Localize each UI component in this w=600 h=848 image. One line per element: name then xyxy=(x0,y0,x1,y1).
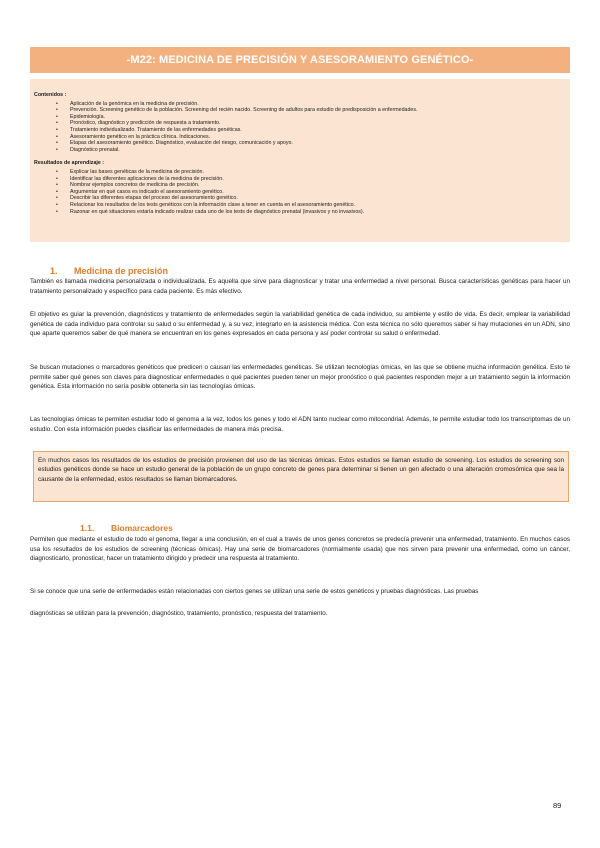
results-item: • Razonar en qué situaciones estaría indicado realizar cada uno de los tests de diagnóstico prenatal (invasivos y no invasivos). xyxy=(34,209,564,216)
highlight-box xyxy=(33,451,569,502)
contents-item: • Epidemiología. xyxy=(34,114,564,121)
contents-item: • Prevención. Screening genético de la población. Screening del recién nacido. Screening de adultos para estudio de predisposición a enfermedades. xyxy=(34,107,564,114)
chapter-title-band xyxy=(30,47,570,73)
contents-item: • Aplicación de la genómica en la medicina de precisión. xyxy=(34,101,564,108)
results-item: • Describir las diferentes etapas del proceso del asesoramiento genético. xyxy=(34,195,564,202)
results-item: • Argumentar en qué casos es indicado el asesoramiento genético. xyxy=(34,189,564,196)
results-item: • Relacionar los resultados de los tests genéticos con la información clave a tener en cuenta en el asesoramiento genético. xyxy=(34,202,564,209)
results-item: • Nombrar ejemplos concretos de medicina de precisión. xyxy=(34,182,564,189)
paragraph: El objetivo es guiar la prevención, diagnósticos y tratamiento de enfermedades según la variabilidad genética de cada individuo, su ambiente y estilo de vida. Es decir, emplear la variabilidad genética de cada individuo para controlar su salud o su enfermedad y, a su vez, integrarlo en la asistencia médica. Con esta técnica no sólo queremos saber si hay mutaciones en un ADN, sino que aparte queremos saber de qué manera se encuentran en los genes expresados en cada persona y así poder controlar su salud o enfermedad. xyxy=(30,311,570,338)
subsection-number: 1.1. xyxy=(80,523,95,533)
results-list xyxy=(34,169,564,215)
results-item: • Explicar las bases genéticas de la medicina de precisión. xyxy=(34,169,564,176)
subsection-title: Biomarcadores xyxy=(111,523,173,533)
paragraph: Las tecnologías ómicas te permiten estudiar todo el genoma a la vez, todos los genes y todo el ADN tanto nuclear como mitocondrial. Además, te permite estudiar todo los transcriptomas de un estudio. Con esta información puedes clasificar las enfermedades de manera más precisa. xyxy=(30,416,570,433)
contents-item: • Etapas del asesoramiento genético. Diagnóstico, evaluación del riesgo, comunicación y apoyo. xyxy=(34,140,564,147)
contents-item: • Diagnóstico prenatal. xyxy=(34,147,564,154)
section-number: 1. xyxy=(50,266,58,276)
contents-item: • Asesoramiento genético en la práctica clínica. Indicaciones. xyxy=(34,134,564,141)
page-number: 89 xyxy=(553,801,562,810)
subsection-heading xyxy=(80,523,173,533)
paragraph: Se buscan mutaciones o marcadores genéticos que predicen o causan las enfermedades genéticas. Se utilizan tecnologías ómicas, en las que se obtiene mucha información genética. Esto te permite saber qué genes son claves para diagnosticar enfermedades o qué pacientes pueden tener un mejor pronóstico o qué pacientes responden mejor a un tratamiento según la información genética. Esta información no sería posible obtenerla sin las tecnologías ómicas. xyxy=(30,364,570,391)
contents-item: • Pronóstico, diagnóstico y predicción de respuesta a tratamiento. xyxy=(34,120,564,127)
paragraph: También es llamada medicina personalizada o individualizada. Es aquella que sirve para diagnosticar y tratar una enfermedad a nivel personal. Busca características genéticas para hacer un tratamiento personalizado y específico para cada paciente. Es más efectivo. xyxy=(30,278,570,295)
chapter-title: -M22: MEDICINA DE PRECISIÓN Y ASESORAMIENTO GENÉTICO- xyxy=(126,54,474,66)
section-title: Medicina de precisión xyxy=(74,266,169,276)
section-heading xyxy=(50,266,168,276)
contents-title: Contenidos : xyxy=(34,92,67,98)
paragraph: diagnósticas se utilizan para la prevención, diagnóstico, tratamiento, pronóstico, respuesta del tratamiento. xyxy=(30,610,328,617)
contents-list xyxy=(34,101,564,154)
contents-item: • Tratamiento individualizado. Tratamiento de las enfermedades genéticas. xyxy=(34,127,564,134)
results-title: Resultados de aprendizaje : xyxy=(34,160,105,167)
paragraph: Si se conoce que una serie de enfermedades están relacionadas con ciertos genes se utilizan una serie de estos genéticos y pruebas diagnósticas. Las pruebas xyxy=(30,588,479,595)
highlight-text: En muchos casos los resultados de los estudios de precisión provienen del uso de las técnicas ómicas. Estos estudios se llaman estudio de screening. Los estudios de screening son estudios genéticos donde se hace un estudio general de la población de un grupo concreto de genes para determinar si tienen un gen afectado o una alteración cromosómica que sea la causante de la enfermedad, estos resultados se llaman biomarcadores. xyxy=(38,457,564,483)
paragraph: Permiten que mediante el estudio de todo el genoma, llegar a una conclusión, en el cual a través de unos genes concretos se predecía prevenir una enfermedad, tratamiento. En muchos casos usa los resultados de los estudios de screening (técnicas ómicas). Hay una serie de biomarcadores (normalmente usada) que nos sirven para prevenir una enfermedad, como un cáncer, diagnosticarlo, pronosticar, hacer un tratamiento dirigido y predecir una respuesta al tratamiento. xyxy=(30,536,570,563)
results-item: • Identificar las diferentes aplicaciones de la medicina de precisión. xyxy=(34,176,564,183)
summary-box xyxy=(30,79,570,242)
